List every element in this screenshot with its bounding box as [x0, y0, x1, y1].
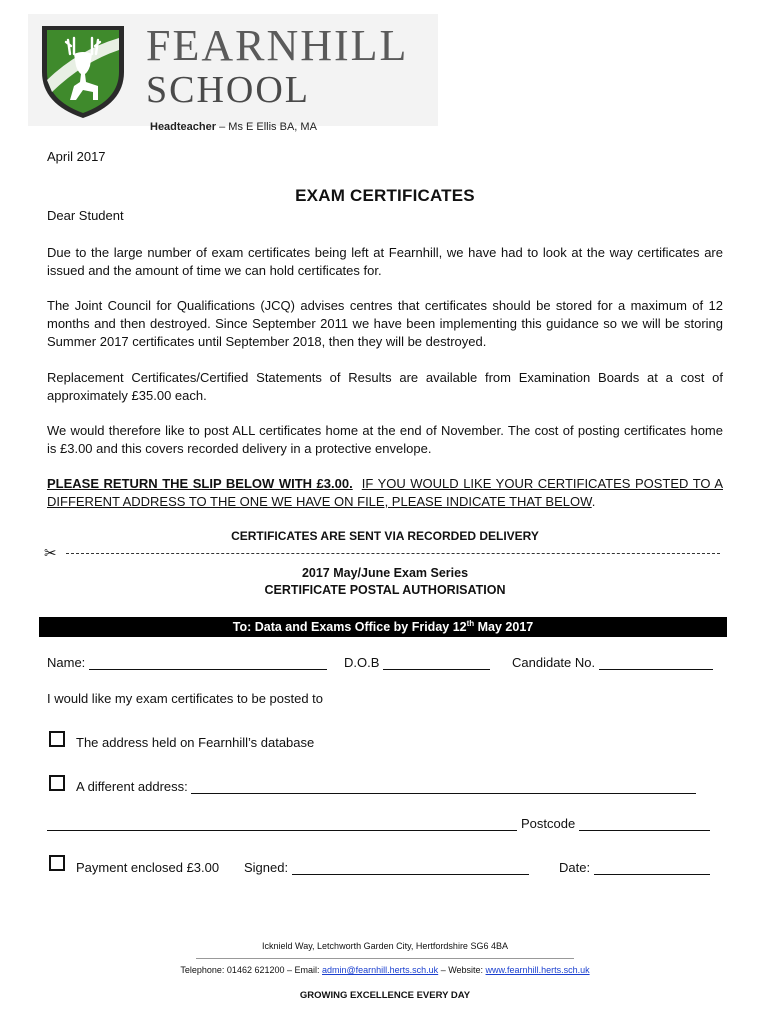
paragraph: We would therefore like to post ALL certificates home at the end of November. The cost of posting certificates home is £3.00 and this covers recorded delivery in a protective envelope.: [47, 423, 723, 456]
name-input-line[interactable]: [89, 656, 327, 670]
postal-prompt: I would like my exam certificates to be posted to: [47, 691, 324, 706]
banner-sup: th: [466, 618, 475, 628]
footer-contact: [0, 965, 770, 975]
website-link[interactable]: www.fearnhill.herts.sch.uk: [485, 965, 590, 975]
salutation: Dear Student: [47, 208, 124, 223]
return-notice-bold: PLEASE RETURN THE SLIP BELOW WITH £3.00.: [47, 476, 353, 491]
school-name-line1: FEARNHILL: [146, 21, 409, 70]
exam-series: 2017 May/June Exam Series: [301, 566, 469, 580]
banner-prefix: To: Data and Exams Office by Friday 12: [232, 620, 467, 634]
payment-label: Payment enclosed £3.00: [76, 860, 220, 875]
signature-input-line[interactable]: [292, 861, 529, 875]
banner-suffix: May 2017: [474, 620, 534, 634]
database-address-label: The address held on Fearnhill’s database: [76, 735, 315, 750]
recorded-delivery-heading: CERTIFICATES ARE SENT VIA RECORDED DELIVERY: [231, 529, 539, 543]
footer-telephone: Telephone: 01462 621200 – Email:: [180, 965, 322, 975]
return-notice-address: IF YOU WOULD LIKE YOUR CERTIFICATES POSTED TO A DIFFERENT ADDRESS TO THE ONE WE HAVE ON FILE, PLEASE INDICATE THAT BELOW: [47, 476, 723, 509]
footer-address: Icknield Way, Letchworth Garden City, Hertfordshire SG6 4BA: [262, 941, 508, 951]
headteacher-line: [150, 121, 317, 133]
letter-title: EXAM CERTIFICATES: [295, 186, 475, 205]
dob-label: D.O.B: [344, 655, 380, 670]
postcode-label: Postcode: [521, 816, 576, 831]
postcode-input-line[interactable]: [579, 817, 710, 831]
slip-date-field[interactable]: [559, 860, 710, 875]
payment-checkbox[interactable]: [49, 855, 65, 871]
signed-label: Signed:: [244, 860, 289, 875]
dob-field[interactable]: [344, 655, 490, 670]
school-logo: [28, 14, 438, 126]
school-name-line2: SCHOOL: [146, 69, 311, 111]
email-link[interactable]: admin@fearnhill.herts.sch.uk: [322, 965, 439, 975]
address-continuation-line[interactable]: [47, 817, 517, 831]
school-crest-icon: [38, 20, 128, 120]
scissors-icon: ✂: [44, 545, 57, 562]
deadline-banner: [39, 617, 727, 637]
cut-line: [44, 545, 720, 561]
slip-date-input-line[interactable]: [594, 861, 710, 875]
postal-authorisation: CERTIFICATE POSTAL AUTHORISATION: [264, 583, 506, 597]
name-label: Name:: [47, 655, 86, 670]
different-address-field[interactable]: [76, 779, 696, 794]
database-address-checkbox[interactable]: [49, 731, 65, 747]
candidate-number-label: Candidate No.: [512, 655, 596, 670]
school-motto: GROWING EXCELLENCE EVERY DAY: [299, 990, 471, 1001]
different-address-label: A different address:: [76, 779, 188, 794]
slip-date-label: Date:: [559, 860, 591, 875]
headteacher-label: Headteacher: [150, 121, 217, 133]
slip-heading: [0, 565, 770, 599]
candidate-number-field[interactable]: [512, 655, 713, 670]
different-address-input-line[interactable]: [191, 780, 696, 794]
dob-input-line[interactable]: [383, 656, 490, 670]
dashed-divider: [66, 553, 720, 554]
postcode-field[interactable]: [521, 816, 710, 831]
signature-field[interactable]: [244, 860, 529, 875]
return-notice-end: .: [591, 494, 596, 509]
return-notice: [47, 475, 723, 511]
paragraph: Due to the large number of exam certificates being left at Fearnhill, we have had to look at the way certificates are issued and the amount of time we can hold certificates for.: [47, 245, 723, 278]
headteacher-name: – Ms E Ellis BA, MA: [216, 121, 317, 133]
different-address-checkbox[interactable]: [49, 775, 65, 791]
letter-date: April 2017: [47, 149, 106, 164]
paragraph: Replacement Certificates/Certified Statements of Results are available from Examination Boards at a cost of approximately £35.00 each.: [47, 370, 723, 403]
footer-divider: [196, 958, 574, 959]
address-continuation-field[interactable]: [47, 816, 517, 831]
paragraph: The Joint Council for Qualifications (JCQ) advises centres that certificates should be stored for a maximum of 12 months and then destroyed. Since September 2011 we have been implementing this guidance so we will be storing Summer 2017 certificates until September 2018, then they will be destroyed.: [47, 298, 723, 349]
candidate-number-input-line[interactable]: [599, 656, 713, 670]
name-field[interactable]: [47, 655, 327, 670]
website-label: – Website:: [438, 965, 486, 975]
